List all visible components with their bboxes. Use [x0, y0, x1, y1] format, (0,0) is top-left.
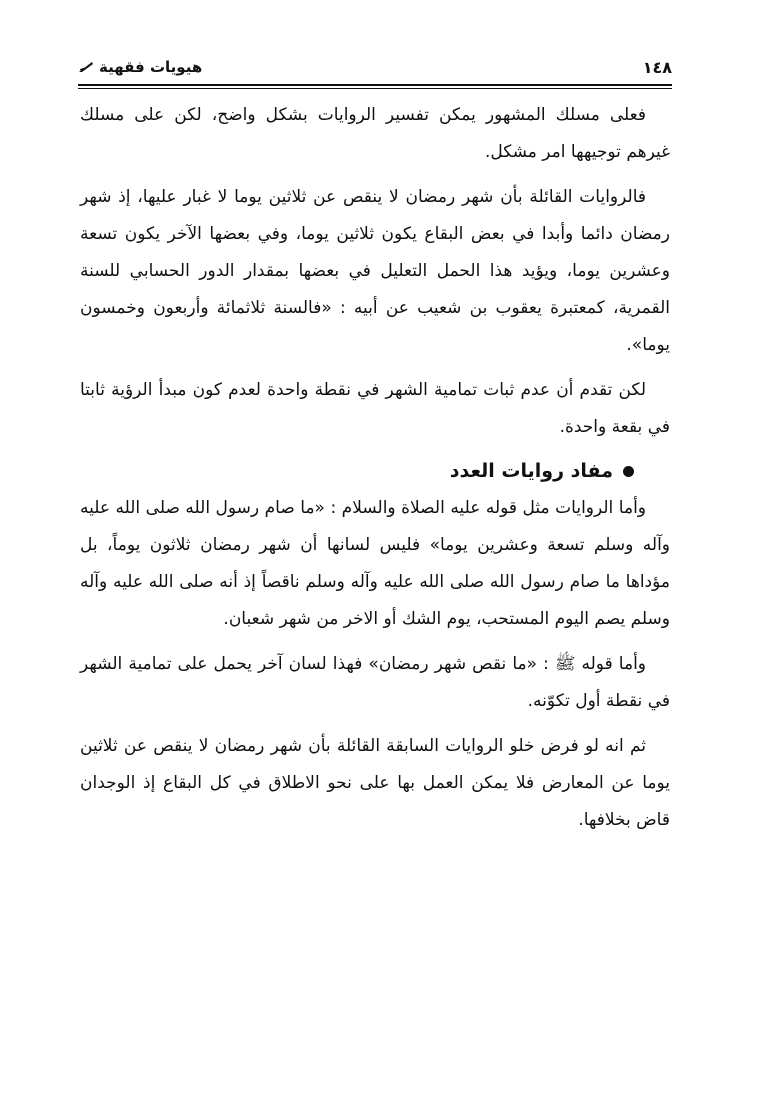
paragraph: وأما قوله ﷺ : «ما نقص شهر رمضان» فهذا لسان آخر يحمل على تمامية الشهر في نقطة أول تكوّنه. [80, 654, 670, 711]
page-number: ١٤٨ [642, 58, 672, 77]
book-title: هيويات فقهية [99, 58, 203, 76]
quill-icon [78, 61, 94, 73]
paragraph: فالروايات القائلة بأن شهر رمضان لا ينقص عن ثلاثين يوما لا غبار عليها، إذ شهر رمضان دائما وأبدا في بعض البقاع يكون ثلاثين يوما، وفي بعضها الآخر يكون تسعة وعشرين يوما، ويؤيد هذا الحمل التعليل في بعضها بمقدار الدور الحسابي للسنة القمرية، كمعتبرة يعقوب بن شعيب عن أبيه : «فالسنة ثلاثمائة وأربعون وخمسون يوما». [80, 187, 670, 355]
paragraph: ثم انه لو فرض خلو الروايات السابقة القائلة بأن شهر رمضان لا ينقص عن ثلاثين يوما عن المعارض فلا يمكن العمل بها على نحو الاطلاق في كل البقاع إذ الوجدان قاض بخلافها. [80, 736, 670, 830]
paragraph: لكن تقدم أن عدم ثبات تمامية الشهر في نقطة واحدة لعدم كون مبدأ الرؤية ثابتا في بقعة واحدة. [80, 380, 670, 437]
running-title [78, 58, 202, 76]
header-rule-thin [78, 88, 672, 89]
section-heading-text: مفاد روايات العدد [449, 460, 613, 482]
page-header [78, 58, 672, 82]
section-heading [80, 454, 670, 488]
paragraph: فعلى مسلك المشهور يمكن تفسير الروايات بشكل واضح، لكن على مسلك غيرهم توجيهها امر مشكل. [80, 105, 670, 162]
header-rule [78, 84, 672, 86]
bullet-icon [623, 466, 634, 477]
page-body [80, 97, 670, 847]
paragraph: وأما الروايات مثل قوله عليه الصلاة والسلام : «ما صام رسول الله صلى الله عليه وآله وسلم تسعة وعشرين يوما» فليس لسانها أن شهر رمضان ثلاثون يوماً، بل مؤداها ما صام رسول الله صلى الله عليه وآله وسلم ناقصاً إذ أنه صلى الله عليه وآله وسلم يصم اليوم المستحب، يوم الشك أو الاخر من شهر شعبان. [80, 498, 670, 629]
